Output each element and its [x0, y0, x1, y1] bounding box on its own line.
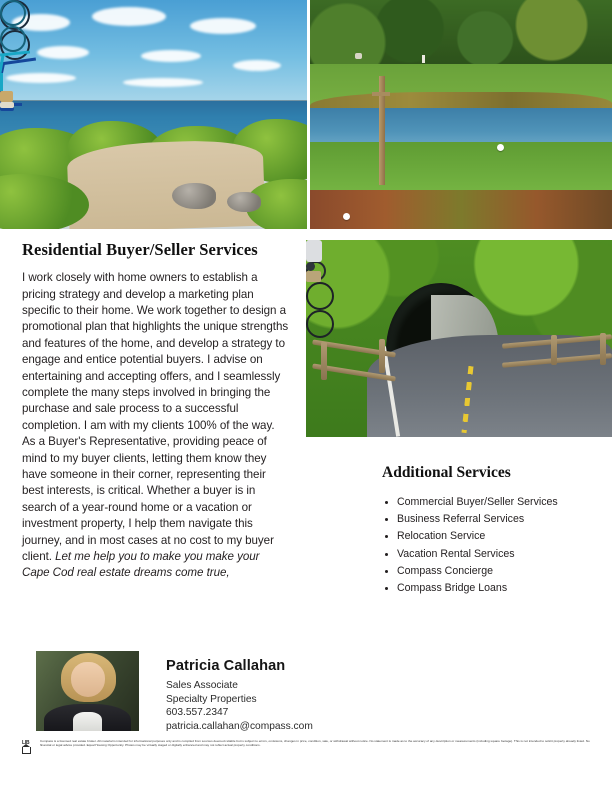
- footer-disclaimer: [22, 739, 592, 754]
- golf-cart: [355, 53, 362, 59]
- avatar: [36, 651, 139, 731]
- disclaimer-text: Compass is a licensed real estate broker. All material is intended for informational purposes only and is compiled from sources deemed reliable but is subject to errors, omissions, changes in price, condition, sale, or withdrawal without notice. No statement is made as to the accuracy of any description or measurements (including square footage). This is not intended to solicit property already listed. No financial or legal advice provided. Equal Housing Opportunity. Photos may be virtually staged or digitally enhanced and may not reflect actual property conditions.: [40, 739, 590, 748]
- bike-trail-tunnel-photo: [306, 240, 612, 437]
- buyer-seller-section: [22, 241, 290, 593]
- equal-housing-icon: LIB: [22, 740, 30, 746]
- agent-title: Sales Associate: [166, 680, 238, 692]
- basket: [0, 91, 13, 102]
- autumn-hedge: [310, 190, 612, 229]
- fence-post: [551, 335, 557, 365]
- additional-services-title: Additional Services: [382, 464, 511, 481]
- treeline: [310, 0, 612, 71]
- blouse: [73, 712, 102, 731]
- bicycle-teal: [0, 0, 30, 108]
- list-item: Compass Bridge Loans: [382, 580, 592, 597]
- rock: [172, 183, 216, 209]
- paved-trail: [367, 335, 612, 437]
- coastal-bikes-photo: [0, 0, 307, 229]
- body-tagline: Let me help you to make you make your Cape Cod real estate dreams come true,: [22, 550, 260, 580]
- agent-name: Patricia Callahan: [166, 658, 286, 674]
- list-item: Relocation Service: [382, 528, 592, 545]
- agent-contact-card: [166, 657, 426, 734]
- realtor-icon: [22, 747, 31, 754]
- list-item: Commercial Buyer/Seller Services: [382, 494, 592, 511]
- cloud: [92, 7, 166, 26]
- fence-post: [321, 342, 327, 380]
- page-title: Residential Buyer/Seller Services: [22, 240, 258, 259]
- distant-golfer: [422, 55, 425, 63]
- golf-course-photo: [310, 0, 612, 229]
- body-paragraph: I work closely with home owners to establish a pricing strategy and develop a marketing plan specific to their home. We work together to design a promotional plan that highlights the unique strengths and features of the home, and develop a strategy to engage and entice potential buyers. I advise on entertaining and accepting offers, and I seamlessly complete the many steps involved in bringing the purchase and sale process to a successful completion. I am with my clients 100% of the way. As a Buyer's Representative, providing peace of mind to my buyer clients, letting them know they have someone in their corner, representing their best interests, is critical. Whether a buyer is in search of a year-round home or a vacation or investment property, I help them navigate this journey, and in most cases at no cost to my buyer client.: [22, 271, 289, 564]
- cyclist-near: [306, 240, 334, 338]
- body-copy: [22, 270, 290, 582]
- fence-post: [600, 333, 606, 365]
- seat: [0, 102, 14, 108]
- fence-post: [379, 339, 385, 373]
- pond: [310, 108, 612, 147]
- list-item: Business Referral Services: [382, 511, 592, 528]
- agent-phone[interactable]: 603.557.2347: [166, 707, 229, 719]
- additional-services-list: [382, 494, 592, 597]
- list-item: Vacation Rental Services: [382, 546, 592, 563]
- signpost-arm: [372, 92, 390, 96]
- cloud: [123, 78, 203, 87]
- additional-services-section: [382, 464, 592, 597]
- sandy-path: [66, 139, 265, 229]
- agent-team: Specialty Properties: [166, 693, 257, 705]
- cloud: [37, 46, 89, 59]
- rock: [227, 192, 261, 212]
- list-item: Compass Concierge: [382, 563, 592, 580]
- footer-logos: [22, 739, 34, 754]
- agent-email[interactable]: patricia.callahan@compass.com: [166, 721, 313, 733]
- cloud: [233, 60, 281, 71]
